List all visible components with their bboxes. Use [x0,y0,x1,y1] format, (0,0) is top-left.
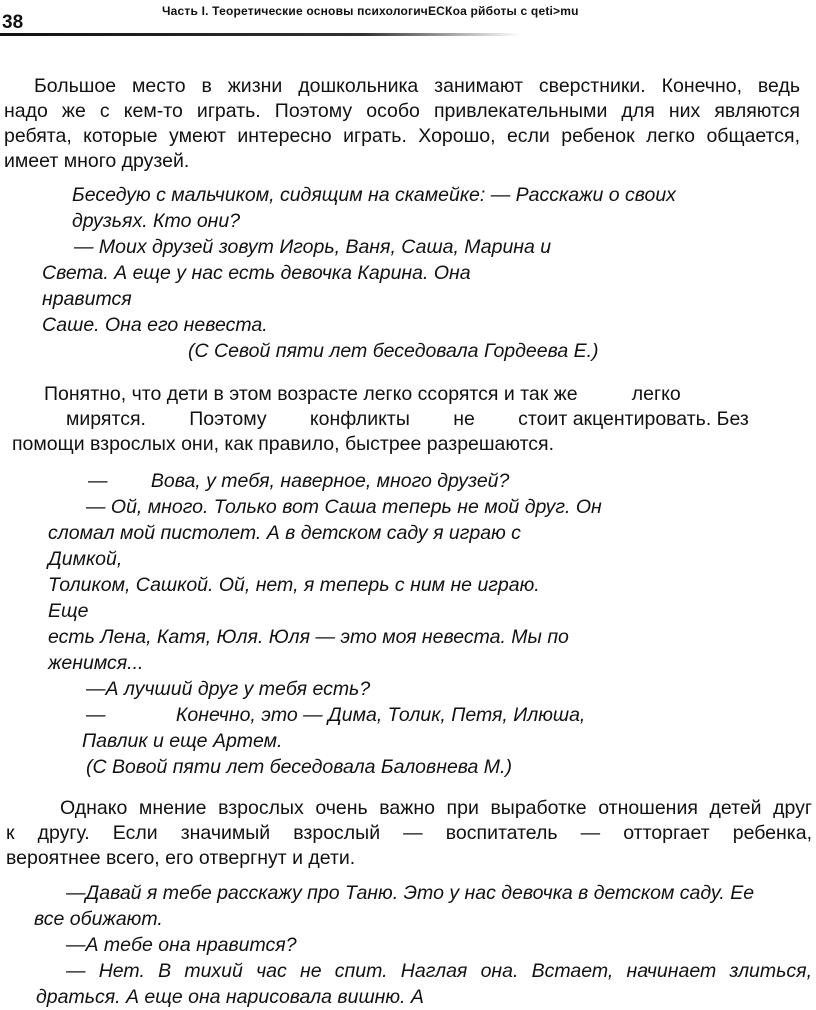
text-line: к другу. Если значимый взрослый — воспитатель — отторгает ребенка, [6,822,812,844]
dialog-line: Саше. Она его невеста. [42,314,268,336]
attribution: (С Севой пяти лет беседовала Гордеева Е.) [188,340,599,362]
dialog-line: Толиком, Сашкой. Ой, нет, я теперь с ним не играю. [48,574,540,596]
text-line: ребята, которые умеют интересно играть. Хорошо, если ребенок легко общается, [4,125,800,147]
dialog-line: драться. А еще она нарисовала вишню. А [36,986,424,1008]
text-line: мирятся. Поэтому конфликты не стоит акцентировать. Без [66,408,749,430]
page-number: 38 [2,12,24,33]
dialog-2 [0,468,816,780]
dialog-line: Димкой, [48,548,123,570]
text-line: имеет много друзей. [4,150,190,172]
text-line: Большое место в жизни дошкольника занимают сверстники. Конечно, ведь [34,75,800,97]
dialog-line: сломал мой пистолет. А в детском саду я играю с [48,522,521,544]
dialog-line: — Вова, у тебя, наверное, много друзей? [88,470,510,492]
dialog-line: Беседую с мальчиком, сидящим на скамейке: — Расскажи о своих [72,184,676,206]
text-line: Однако мнение взрослых очень важно при выработке отношения детей друг [60,797,812,819]
attribution: (С Вовой пяти лет беседовала Баловнева М.) [86,756,512,778]
dialog-line: Павлик и еще Артем. [82,730,283,752]
paragraph-3 [6,796,812,871]
text-line: надо же с кем-то играть. Поэтому особо привлекательными для них являются [4,100,800,122]
dialog-line: —А лучший друг у тебя есть? [86,678,371,700]
dialog-line: все обижают. [34,908,163,930]
dialog-line: Света. А еще у нас есть девочка Карина. Она [42,262,471,284]
running-header: Часть I. Теоретические основы психологичЕСКоа рйботы с qeti>mu [162,4,579,18]
dialog-line: — Конечно, это — Дима, Толик, Петя, Илюша, [86,704,586,726]
paragraph-1 [4,74,800,174]
header-rule [0,33,520,36]
dialog-line: друзьях. Кто они? [72,210,241,232]
dialog-line: —Давай я тебе расскажу про Таню. Это у нас девочка в детском саду. Ее [66,882,755,904]
dialog-line: —А тебе она нравится? [66,934,297,956]
paragraph-2 [0,382,800,457]
text-line: помощи взрослых они, как правило, быстрее разрешаются. [12,433,555,455]
dialog-3 [0,880,812,1010]
dialog-line: женимся... [48,652,144,674]
text-line: Понятно, что дети в этом возрасте легко ссорятся и так же легко [44,383,681,405]
dialog-1 [0,182,816,364]
dialog-line: — Ой, много. Только вот Саша теперь не мой друг. Он [86,496,602,518]
dialog-line: — Моих друзей зовут Игорь, Ваня, Саша, Марина и [74,236,552,258]
dialog-line: есть Лена, Катя, Юля. Юля — это моя невеста. Мы по [48,626,569,648]
text-line: вероятнее всего, его отвергнут и дети. [6,847,356,869]
dialog-line: Еще [48,600,89,622]
dialog-line: — Нет. В тихий час не спит. Наглая она. Встает, начинает злиться, [66,960,812,982]
dialog-line: нравится [42,288,132,310]
